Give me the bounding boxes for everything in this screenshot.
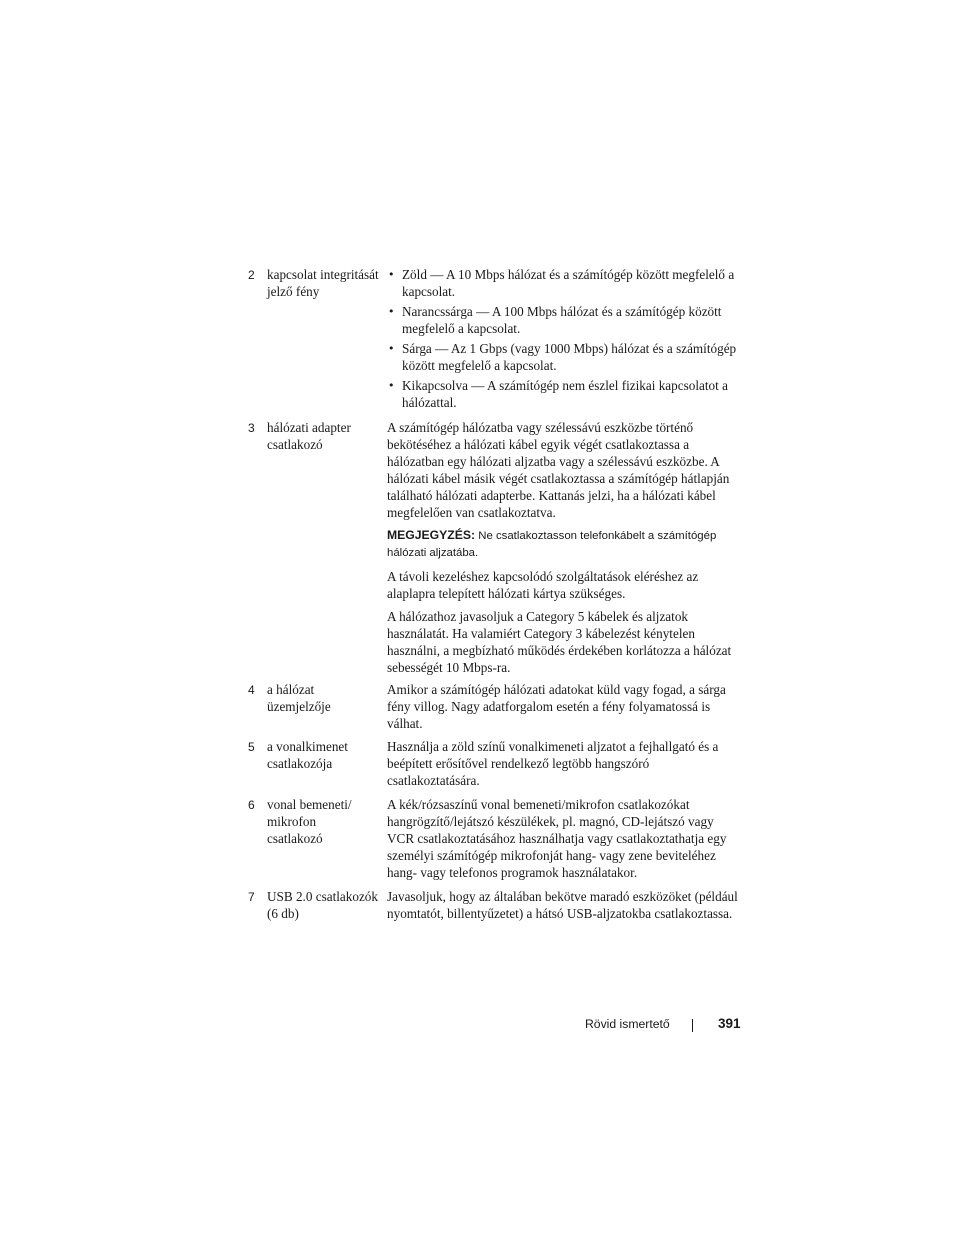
- list-item: • Narancssárga — A 100 Mbps hálózat és a számítógép között megfelelő a kapcsolat.: [388, 304, 722, 336]
- item-name: a vonalkimenet csatlakozója: [267, 739, 348, 772]
- paragraph: Javasoljuk, hogy az általában bekötve maradó eszközöket (például nyomtatót, billentyűzetet) a hátsó USB-aljzatokba csatlakoztassa.: [387, 889, 738, 921]
- note: [387, 527, 742, 562]
- page-number: 391: [718, 1016, 741, 1031]
- bullet-icon: •: [388, 379, 395, 392]
- list-item: • Zöld — A 10 Mbps hálózat és a számítógép között megfelelő a kapcsolat.: [388, 267, 735, 299]
- footer-divider: [692, 1019, 693, 1032]
- item-description: [387, 888, 742, 928]
- paragraph: A távoli kezeléshez kapcsolódó szolgáltatások eléréshez az alaplapra telepített hálózati kártya szükséges.: [387, 569, 699, 601]
- item-number: 4: [248, 683, 255, 697]
- item-number: 2: [248, 268, 255, 282]
- item-number: 5: [248, 740, 255, 754]
- paragraph: A számítógép hálózatba vagy szélessávú eszközbe történő bekötéséhez a hálózati kábel egyik végét csatlakoztassa a hálózatban egy hálózati aljzatba vagy a szélessávú eszközbe. A hálózati kábel másik végét csatlakoztassa a számítógép hátlapján található hálózati adapterbe. Kattanás jelzi, ha a hálózati kábel megfelelően van csatlakoztatva.: [387, 420, 730, 520]
- list-item: • Sárga — Az 1 Gbps (vagy 1000 Mbps) hálózat és a számítógép között megfelelő a kapcsolat.: [388, 341, 737, 373]
- bullet-icon: •: [388, 268, 395, 281]
- item-name: hálózati adapter csatlakozó: [267, 420, 351, 453]
- item-description: [387, 419, 742, 682]
- item-name: USB 2.0 csatlakozók (6 db): [267, 889, 378, 922]
- status-list: [387, 266, 742, 411]
- item-description: [387, 266, 742, 414]
- page-footer: [0, 1015, 954, 1035]
- section-title: Rövid ismertető: [585, 1017, 670, 1031]
- bullet-icon: •: [388, 342, 395, 355]
- list-item: • Kikapcsolva — A számítógép nem észlel fizikai kapcsolatot a hálózattal.: [388, 378, 728, 410]
- item-number: 3: [248, 421, 255, 435]
- item-number: 6: [248, 798, 255, 812]
- paragraph: Amikor a számítógép hálózati adatokat küld vagy fogad, a sárga fény villog. Nagy adatforgalom esetén a fény folyamatossá is válhat.: [387, 682, 726, 731]
- note-text: Ne csatlakoztasson telefonkábelt a számítógép hálózati aljzatába.: [387, 530, 717, 559]
- note-label: MEGJEGYZÉS:: [387, 528, 476, 542]
- item-name: a hálózat üzemjelzője: [267, 682, 331, 715]
- item-description: [387, 681, 742, 738]
- paragraph: A hálózathoz javasoljuk a Category 5 kábelek és aljzatok használatát. Ha valamiért Category 3 kábelezést kénytelen használni, a megbízható működés érdekében korlátozza a hálózat sebességét 10 Mbps-ra.: [387, 609, 732, 675]
- paragraph: A kék/rózsaszínű vonal bemeneti/mikrofon csatlakozókat hangrögzítő/lejátszó készülékek, pl. magnó, CD-lejátszó vagy VCR csatlakoztatásához használhatja vagy csatlakoztathatja egy személyi számítógép mikrofonját hang- vagy zene beviteléhez hang- vagy telefonos programok használatakor.: [387, 797, 727, 880]
- item-number: 7: [248, 890, 255, 904]
- item-name: vonal bemeneti/ mikrofon csatlakozó: [267, 797, 352, 847]
- bullet-icon: •: [388, 305, 395, 318]
- item-name: kapcsolat integritását jelző fény: [267, 267, 379, 300]
- item-description: [387, 738, 742, 795]
- item-description: [387, 796, 742, 887]
- paragraph: Használja a zöld színű vonalkimeneti aljzatot a fejhallgató és a beépített erősítővel rendelkező legtöbb hangszóró csatlakoztatására.: [387, 739, 719, 788]
